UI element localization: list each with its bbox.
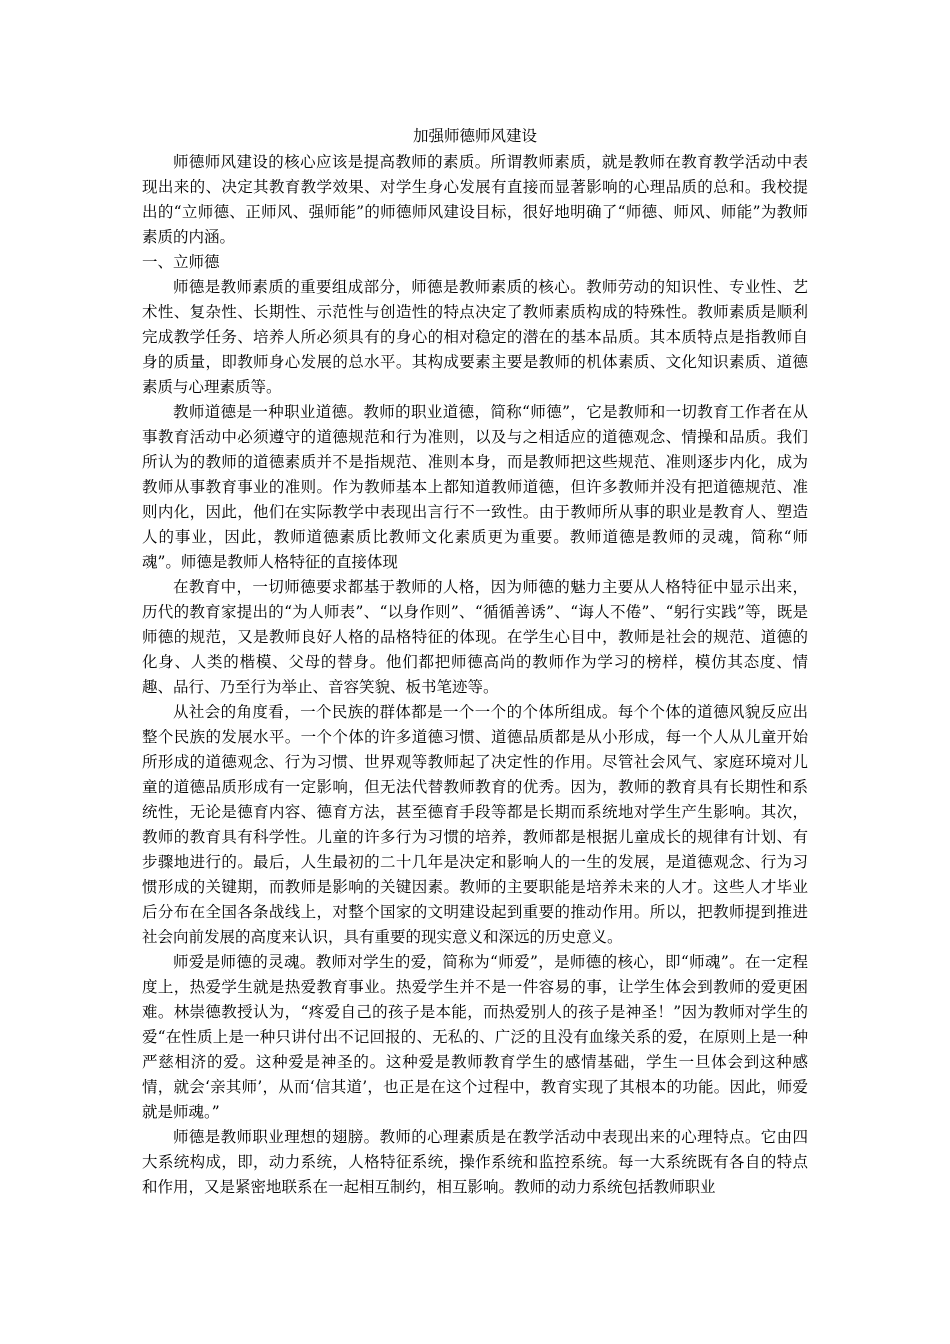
intro-paragraph: 师德师风建设的核心应该是提高教师的素质。所谓教师素质，就是教师在教育教学活动中表现出来的、决定其教育教学效果、对学生身心发展有直接而显著影响的心理品质的总和。我校提出的“立师德、正师风、强师能”的师德师风建设目标，很好地明确了“师德、师风、师能”为教师素质的内涵。 (142, 153, 808, 246)
body-paragraph: 师爱是师德的灵魂。教师对学生的爱，简称为“师爱”，是师德的核心，即“师魂”。在一定程度上，热爱学生就是热爱教育事业。热爱学生并不是一件容易的事，让学生体会到教师的爱更困难。林崇德教授认为，“疼爱自己的孩子是本能，而热爱别人的孩子是神圣！”因为教师对学生的爱“在性质上是一种只讲付出不记回报的、无私的、广泛的且没有血缘关系的爱，在原则上是一种严慈相济的爱。这种爱是神圣的。这种爱是教师教育学生的感情基础，学生一旦体会到这种感情，就会‘亲其师’，从而‘信其道’，也正是在这个过程中，教育实现了其根本的功能。因此，师爱就是师魂。” (142, 953, 808, 1121)
body-paragraph: 教师道德是一种职业道德。教师的职业道德，简称“师德”，它是教师和一切教育工作者在从事教育活动中必须遵守的道德规范和行为准则，以及与之相适应的道德观念、情操和品质。我们所认为的教师的道德素质并不是指规范、准则本身，而是教师把这些规范、准则逐步内化，成为教师从事教育事业的准则。作为教师基本上都知道教师道德，但许多教师并没有把道德规范、准则内化，因此，他们在实际教学中表现出言行不一致性。由于教师所从事的职业是教育人、塑造人的事业，因此，教师道德素质比教师文化素质更为重要。教师道德是教师的灵魂，简称“师魂”。师德是教师人格特征的直接体现 (142, 403, 808, 571)
body-paragraph: 师德是教师素质的重要组成部分，师德是教师素质的核心。教师劳动的知识性、专业性、艺术性、复杂性、长期性、示范性与创造性的特点决定了教师素质构成的特殊性。教师素质是顺利完成教学任务、培养人所必须具有的身心的相对稳定的潜在的基本品质。其本质特点是指教师自身的质量，即教师身心发展的总水平。其构成要素主要是教师的机体素质、文化知识素质、道德素质与心理素质等。 (142, 278, 808, 396)
document-title: 加强师德师风建设 (412, 127, 537, 145)
section-heading: 一、立师德 (142, 253, 220, 271)
body-paragraph: 从社会的角度看，一个民族的群体都是一个一个的个体所组成。每个个体的道德风貌反应出整个民族的发展水平。一个个体的许多道德习惯、道德品质都是从小形成，每一个人从儿童开始所形成的道德观念、行为习惯、世界观等教师起了决定性的作用。尽管社会风气、家庭环境对儿童的道德品质形成有一定影响，但无法代替教师教育的优秀。因为，教师的教育具有长期性和系统性，无论是德育内容、德育方法，甚至德育手段等都是长期而系统地对学生产生影响。其次，教师的教育具有科学性。儿童的许多行为习惯的培养，教师都是根据儿童成长的规律有计划、有步骤地进行的。最后，人生最初的二十几年是决定和影响人的一生的发展，是道德观念、行为习惯形成的关键期，而教师是影响的关键因素。教师的主要职能是培养未来的人才。这些人才毕业后分布在全国各条战线上，对整个国家的文明建设起到重要的推动作用。所以，把教师提到推进社会向前发展的高度来认识，具有重要的现实意义和深远的历史意义。 (142, 703, 808, 946)
body-paragraph: 师德是教师职业理想的翅膀。教师的心理素质是在教学活动中表现出来的心理特点。它由四大系统构成，即，动力系统，人格特征系统，操作系统和监控系统。每一大系统既有各自的特点和作用，又是紧密地联系在一起相互制约，相互影响。教师的动力系统包括教师职业 (142, 1128, 808, 1196)
body-paragraph: 在教育中，一切师德要求都基于教师的人格，因为师德的魅力主要从人格特征中显示出来，历代的教育家提出的“为人师表”、“以身作则”、“循循善诱”、“诲人不倦”、“躬行实践”等，既是师德的规范，又是教师良好人格的品格特征的体现。在学生心目中，教师是社会的规范、道德的化身、人类的楷模、父母的替身。他们都把师德高尚的教师作为学习的榜样，模仿其态度、情趣、品行、乃至行为举止、音容笑貌、板书笔迹等。 (142, 578, 808, 696)
document-page (142, 122, 808, 1200)
